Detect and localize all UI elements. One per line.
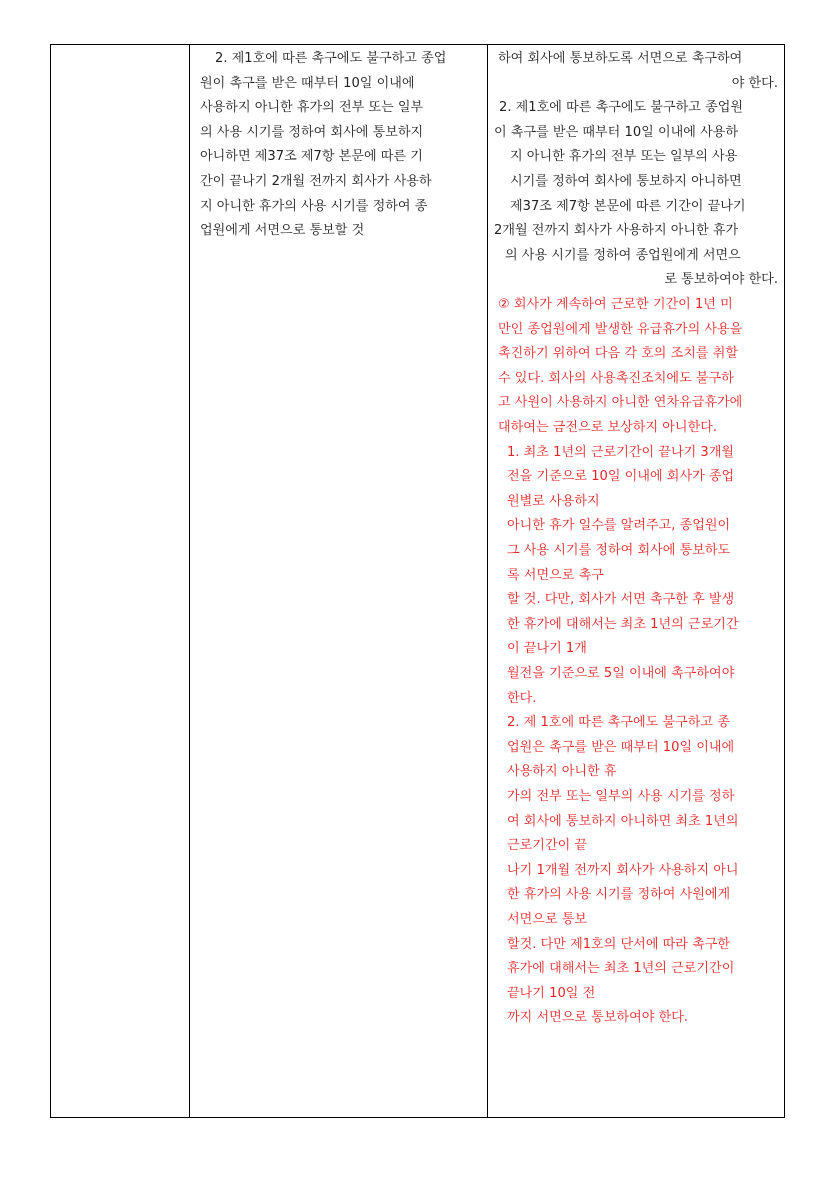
right-line: 로 통보하여야 한다. xyxy=(664,272,778,288)
added-line: 한 휴가의 사용 시기를 정하여 사원에게 xyxy=(507,887,731,903)
right-line: 이 촉구를 받은 때부터 10일 이내에 사용하 xyxy=(494,124,739,140)
middle-line: 지 아니한 휴가의 사용 시기를 정하여 종 xyxy=(200,198,428,214)
added-line: 월전을 기준으로 5일 이내에 촉구하여야 xyxy=(507,666,735,681)
middle-line: 의 사용 시기를 정하여 회사에 통보하지 xyxy=(200,124,424,140)
added-line: 록 서면으로 촉구 xyxy=(507,567,604,583)
middle-line: 사용하지 아니한 휴가의 전부 또는 일부 xyxy=(200,100,424,116)
added-line: 나기 1개월 전까지 회사가 사용하지 아니 xyxy=(507,862,739,878)
added-line: 업원은 촉구를 받은 때부터 10일 이내에 xyxy=(507,739,735,755)
middle-line: 2. 제1호에 따른 촉구에도 불구하고 종업 xyxy=(215,51,447,66)
added-line: 원별로 사용하지 xyxy=(507,493,600,509)
added-line: 이 끝나기 1개 xyxy=(507,641,587,657)
added-line: 한다. xyxy=(507,690,537,706)
middle-line: 아니하면 제37조 제7항 본문에 따른 기 xyxy=(200,149,423,165)
added-line: 수 있다. 회사의 사용촉진조치에도 불구하 xyxy=(498,370,734,386)
added-line: 그 사용 시기를 정하여 회사에 통보하도 xyxy=(507,543,731,558)
added-line: 대하여는 금전으로 보상하지 아니한다. xyxy=(498,420,718,435)
added-line: 서면으로 통보 xyxy=(507,912,588,927)
left-column-cell xyxy=(51,45,189,1117)
added-line: 여 회사에 통보하지 아니하면 최초 1년의 xyxy=(507,813,739,829)
added-line: 휴가에 대해서는 최초 1년의 근로기간이 xyxy=(507,961,735,977)
middle-column-cell xyxy=(190,45,487,1117)
middle-line: 간이 끝나기 2개월 전까지 회사가 사용하 xyxy=(200,174,432,189)
right-line: 제37조 제7항 본문에 따른 기간이 끝나기 xyxy=(510,198,746,214)
added-line: 가의 전부 또는 일부의 사용 시기를 정하 xyxy=(507,789,735,804)
added-line: 촉진하기 위하여 다음 각 호의 조치를 취할 xyxy=(498,346,738,362)
middle-line: 업원에게 서면으로 통보할 것 xyxy=(200,223,365,239)
added-line: 만인 종업원에게 발생한 유급휴가의 사용을 xyxy=(498,321,743,337)
added-line: 까지 서면으로 통보하여야 한다. xyxy=(507,1010,689,1026)
right-column-cell xyxy=(488,45,784,1117)
added-line: 2. 제 1호에 따른 촉구에도 불구하고 종 xyxy=(507,715,730,731)
regulation-comparison-table xyxy=(50,44,785,1118)
added-line: 할것. 다만 제1호의 단서에 따라 촉구한 xyxy=(507,936,731,952)
added-line: 1. 최초 1년의 근로기간이 끝나기 3개월 xyxy=(507,444,735,460)
added-line: 근로기간이 끝 xyxy=(507,838,588,854)
right-line: 시기를 정하여 회사에 통보하지 아니하면 xyxy=(510,174,742,189)
added-line: 끝나기 10일 전 xyxy=(507,985,596,1001)
right-line: 2. 제1호에 따른 촉구에도 불구하고 종업원 xyxy=(499,100,744,116)
added-line: 전을 기준으로 10일 이내에 회사가 종업 xyxy=(507,469,735,485)
right-line: 2개월 전까지 회사가 사용하지 아니한 휴가 xyxy=(494,223,739,239)
added-line: 할 것. 다만, 회사가 서면 촉구한 후 발생 xyxy=(507,592,735,608)
added-line: 사용하지 아니한 휴 xyxy=(507,764,617,780)
added-line: 한 휴가에 대해서는 최초 1년의 근로기간 xyxy=(507,616,739,632)
added-line: 고 사원이 사용하지 아니한 연차유급휴가에 xyxy=(498,395,743,411)
right-line: 의 사용 시기를 정하여 종업원에게 서면으 xyxy=(505,247,741,263)
added-line: 아니한 휴가 일수를 알려주고, 종업원이 xyxy=(507,518,731,534)
right-line: 야 한다. xyxy=(731,75,778,91)
added-line: ② 회사가 계속하여 근로한 기간이 1년 미 xyxy=(498,297,733,312)
right-line: 하여 회사에 통보하도록 서면으로 촉구하여 xyxy=(498,51,743,66)
right-line: 지 아니한 휴가의 전부 또는 일부의 사용 xyxy=(510,149,738,165)
middle-line: 원이 촉구를 받은 때부터 10일 이내에 xyxy=(200,75,415,91)
